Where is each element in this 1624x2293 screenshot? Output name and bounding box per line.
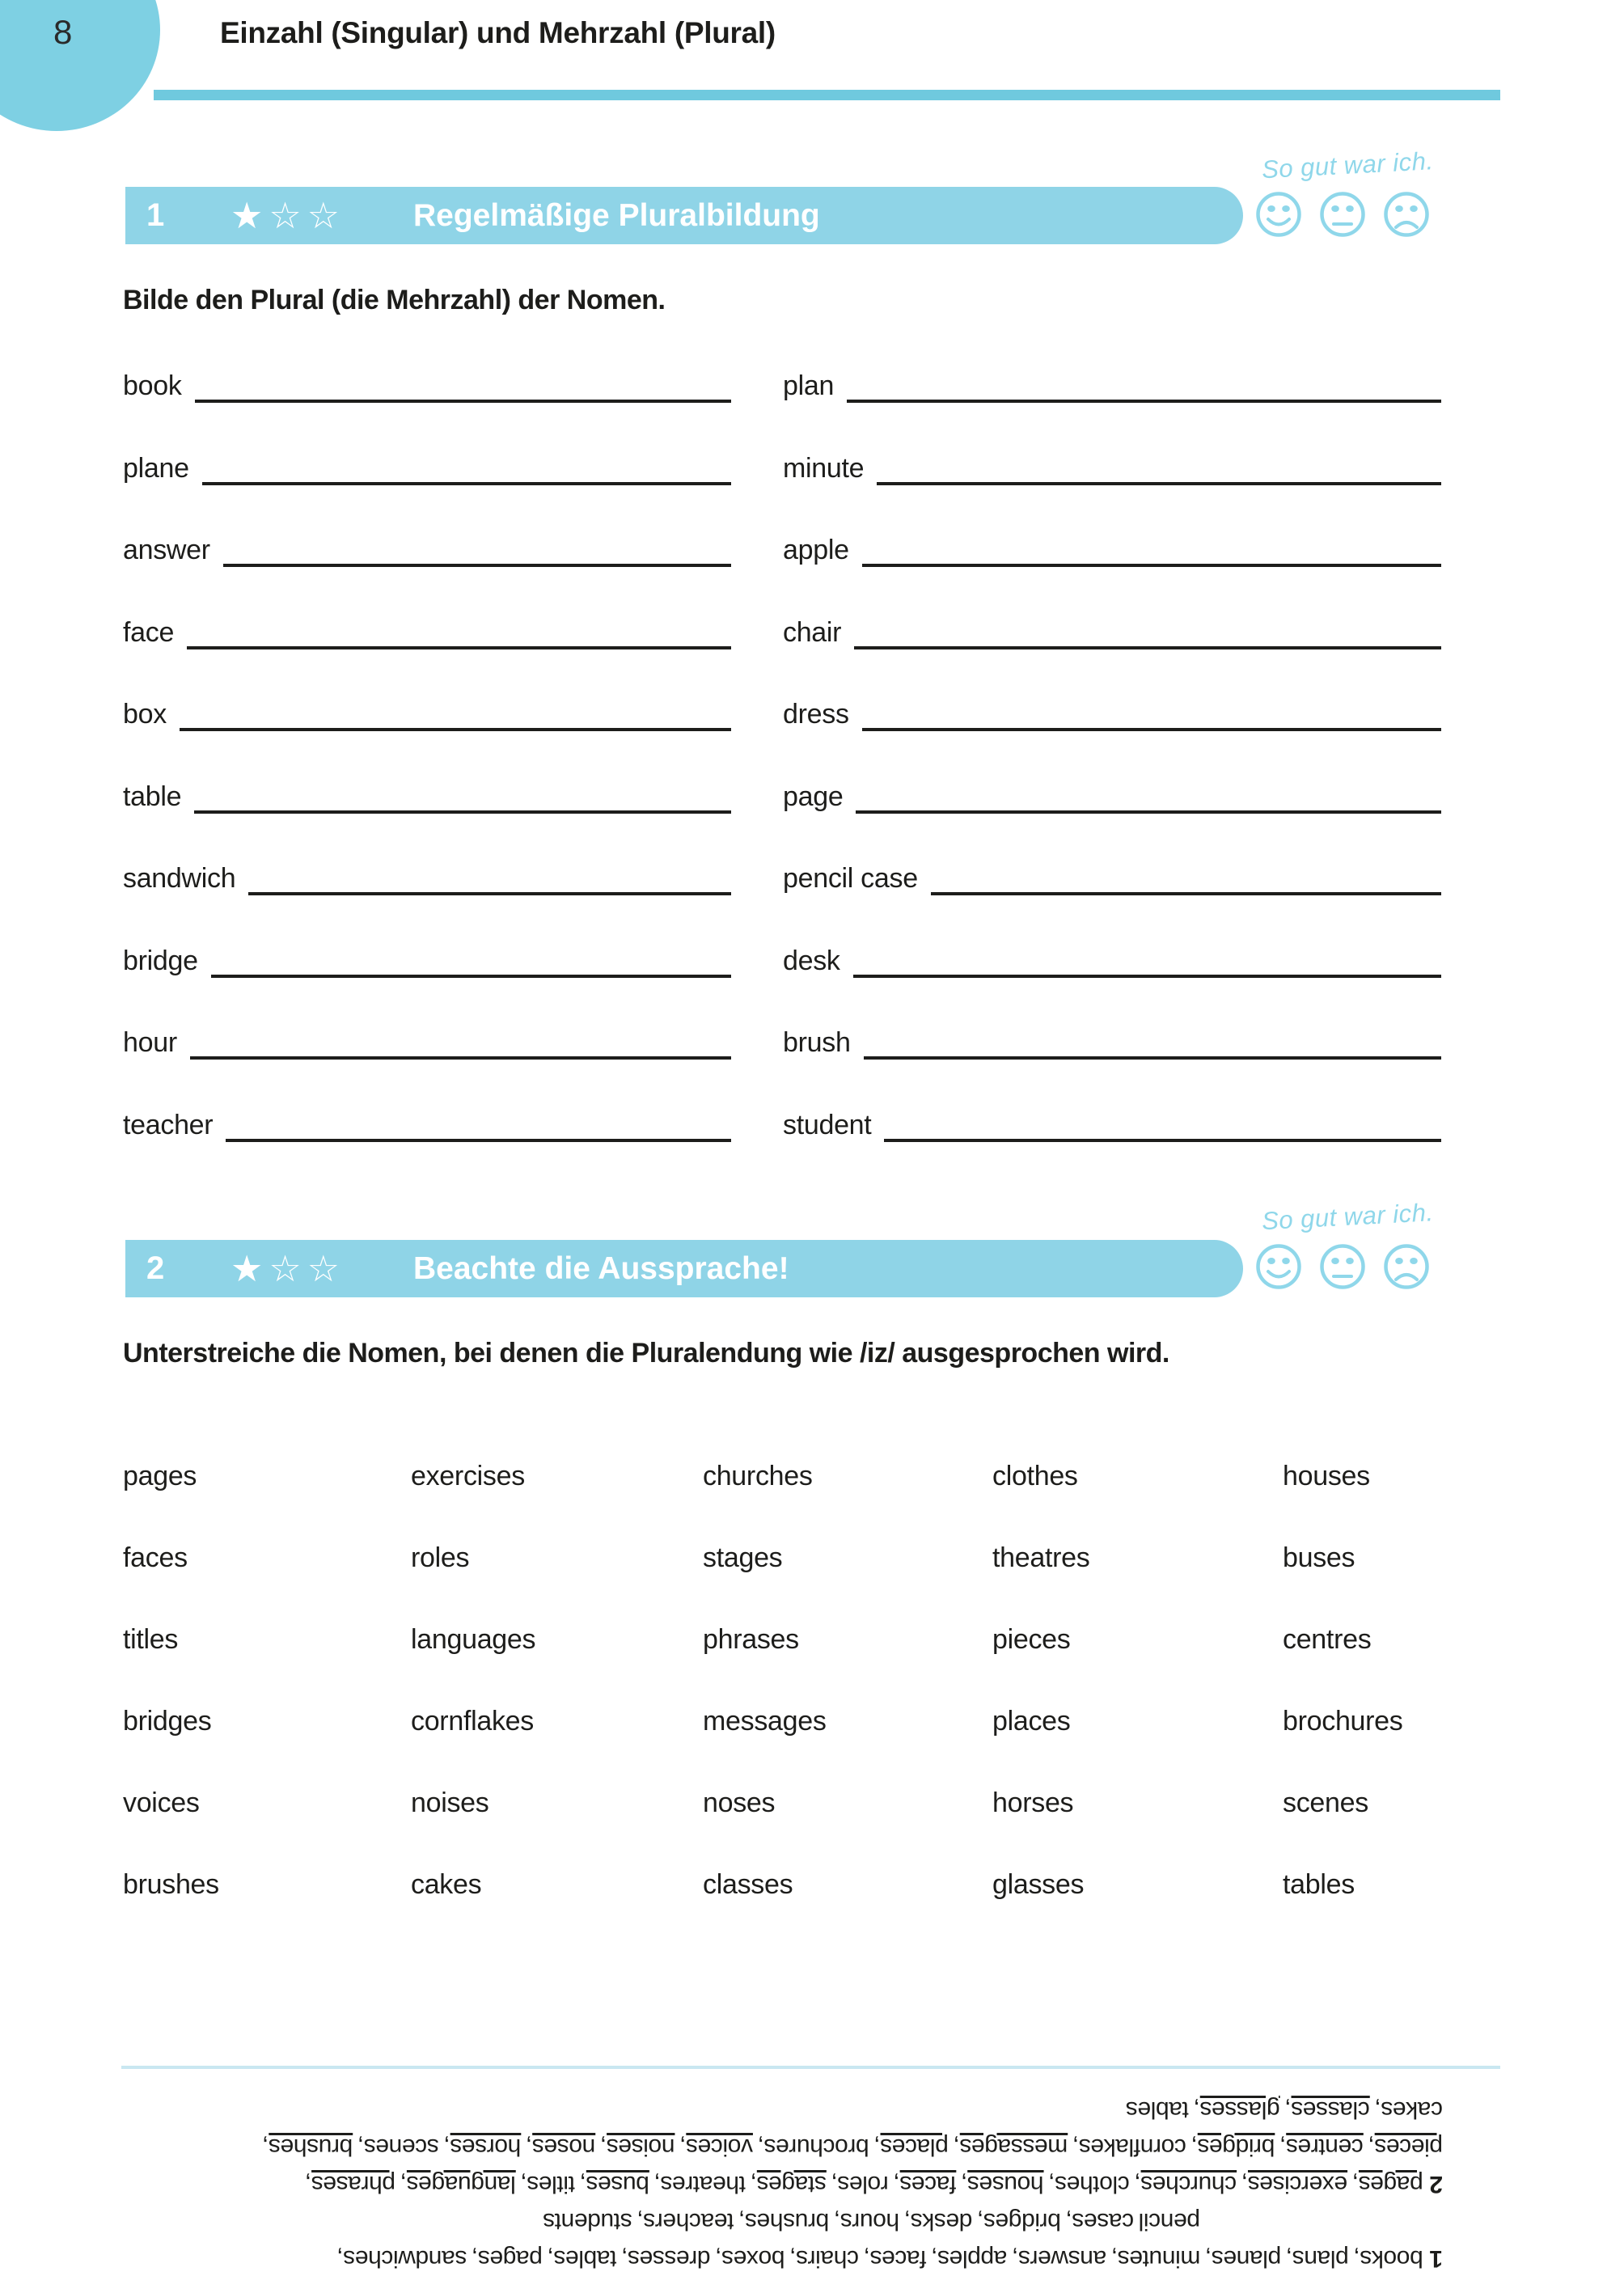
rating-label: So gut war ich. — [1261, 146, 1435, 184]
page-number-circle — [0, 0, 160, 131]
grid-word[interactable]: languages — [411, 1624, 536, 1655]
grid-word[interactable]: noses — [703, 1787, 776, 1818]
answer-word: stages — [756, 2171, 827, 2198]
answer-word: churches — [1140, 2171, 1237, 2198]
answer-text: pencil cases, bridges, desks, hours, brushes, teachers, students — [543, 2208, 1200, 2235]
grid-word[interactable]: messages — [703, 1706, 827, 1737]
answer-word: phrases — [311, 2171, 396, 2198]
answer-word: scenes — [364, 2134, 439, 2160]
answer-line[interactable] — [226, 1108, 731, 1142]
grid-word[interactable]: tables — [1283, 1869, 1355, 1900]
answer-word: houses — [967, 2171, 1044, 2198]
grid-word[interactable]: exercises — [411, 1461, 525, 1491]
fill-item — [783, 451, 1441, 485]
exercise2-banner — [125, 1240, 1243, 1297]
answer-line-1a — [123, 2240, 1443, 2277]
fill-item — [783, 780, 1441, 814]
fill-row — [123, 944, 1441, 978]
answer-word: bridges — [1197, 2134, 1275, 2160]
smiley-happy-icon[interactable] — [1255, 1243, 1302, 1290]
fill-row — [123, 451, 1441, 485]
fill-item — [783, 697, 1441, 731]
answer-word: exercises — [1247, 2171, 1348, 2198]
fill-row — [123, 369, 1441, 403]
fill-row — [123, 780, 1441, 814]
answer-word: brushes — [269, 2134, 353, 2160]
fill-item — [123, 780, 731, 814]
singular-word: dress — [783, 699, 849, 730]
singular-word: minute — [783, 453, 865, 484]
grid-word[interactable]: places — [992, 1706, 1071, 1737]
word-grid — [123, 1462, 1443, 1899]
answer-line-2c — [123, 2091, 1443, 2128]
fill-item — [783, 616, 1441, 649]
rating-smileys — [1255, 191, 1430, 238]
fill-item — [123, 451, 731, 485]
fill-row — [123, 616, 1441, 649]
answer-word: titles — [527, 2171, 575, 2198]
grid-word[interactable]: noises — [411, 1787, 489, 1818]
grid-word[interactable]: houses — [1283, 1461, 1370, 1491]
answer-line[interactable] — [877, 451, 1441, 485]
answer-line-2b — [123, 2128, 1443, 2165]
grid-word[interactable]: pages — [123, 1461, 197, 1491]
fill-item — [123, 616, 731, 649]
grid-word[interactable]: voices — [123, 1787, 200, 1818]
fill-row — [123, 1108, 1441, 1142]
answer-word: noises — [607, 2134, 675, 2160]
answer-line[interactable] — [862, 533, 1441, 567]
page-title: Einzahl (Singular) und Mehrzahl (Plural) — [220, 16, 776, 49]
page-number: 8 — [53, 13, 73, 51]
fill-item — [783, 1108, 1441, 1142]
answer-line[interactable] — [862, 697, 1441, 731]
answer-line[interactable] — [211, 944, 731, 978]
grid-word[interactable]: cornflakes — [411, 1706, 534, 1737]
singular-word: book — [123, 370, 182, 401]
answer-word: cornflakes — [1079, 2134, 1186, 2160]
fill-item — [783, 1026, 1441, 1060]
answer-line[interactable] — [202, 451, 731, 485]
answer-line[interactable] — [853, 944, 1441, 978]
answer-number: 1 — [1429, 2245, 1443, 2272]
fill-row — [123, 1026, 1441, 1060]
smiley-neutral-icon[interactable] — [1319, 1243, 1366, 1290]
grid-word[interactable]: roles — [411, 1542, 470, 1573]
grid-word[interactable]: horses — [992, 1787, 1074, 1818]
singular-word: sandwich — [123, 863, 236, 894]
grid-word[interactable]: buses — [1283, 1542, 1355, 1573]
answer-line[interactable] — [884, 1108, 1441, 1142]
answer-line[interactable] — [931, 861, 1441, 895]
singular-word: apple — [783, 535, 849, 565]
fill-item — [783, 533, 1441, 567]
rating-label: So gut war ich. — [1261, 1198, 1435, 1236]
fill-item — [783, 944, 1441, 978]
answer-tokens: pages, exercises, churches, clothes, houses, faces, roles, stages, theatres, buses, titles, languages, phrases, — [305, 2171, 1423, 2198]
singular-word: chair — [783, 617, 842, 648]
fill-row — [123, 697, 1441, 731]
answer-line[interactable] — [223, 533, 731, 567]
answer-line[interactable] — [187, 616, 731, 649]
difficulty-stars-icon: ★☆☆ — [230, 1247, 346, 1290]
answer-word: voices — [686, 2134, 753, 2160]
answer-line[interactable] — [847, 369, 1441, 403]
answer-line[interactable] — [180, 697, 731, 731]
grid-word[interactable]: centres — [1283, 1624, 1372, 1655]
grid-word[interactable]: classes — [703, 1869, 793, 1900]
smiley-happy-icon[interactable] — [1255, 191, 1302, 238]
fill-row — [123, 533, 1441, 567]
answer-word: centres — [1286, 2134, 1364, 2160]
fill-item — [123, 697, 731, 731]
singular-word: bridge — [123, 946, 198, 976]
grid-word[interactable]: churches — [703, 1461, 813, 1491]
grid-word[interactable]: stages — [703, 1542, 783, 1573]
singular-word: student — [783, 1110, 872, 1140]
header-divider — [154, 90, 1500, 100]
smiley-sad-icon[interactable] — [1383, 1243, 1430, 1290]
smiley-neutral-icon[interactable] — [1319, 191, 1366, 238]
answer-word: cakes — [1381, 2096, 1443, 2123]
grid-word[interactable]: phrases — [703, 1624, 799, 1655]
singular-word: answer — [123, 535, 210, 565]
answer-line[interactable] — [856, 780, 1441, 814]
grid-word[interactable]: clothes — [992, 1461, 1078, 1491]
fill-item — [123, 1026, 731, 1060]
answer-word: messages — [959, 2134, 1068, 2160]
answer-word: pieces — [1374, 2134, 1443, 2160]
singular-word: page — [783, 781, 844, 812]
singular-word: brush — [783, 1027, 851, 1058]
grid-word[interactable]: scenes — [1283, 1787, 1368, 1818]
answer-line[interactable] — [194, 780, 731, 814]
fill-row — [123, 861, 1441, 895]
answer-line[interactable] — [195, 369, 731, 403]
answer-word: buses — [586, 2171, 649, 2198]
grid-word[interactable]: cakes — [411, 1869, 482, 1900]
answer-key — [123, 2091, 1443, 2277]
singular-word: table — [123, 781, 182, 812]
answer-word: tables — [1126, 2096, 1189, 2123]
grid-word[interactable]: titles — [123, 1624, 179, 1655]
answer-line[interactable] — [854, 616, 1441, 649]
fill-item — [123, 369, 731, 403]
answer-word: languages — [406, 2171, 516, 2198]
smiley-sad-icon[interactable] — [1383, 191, 1430, 238]
fill-item — [123, 1108, 731, 1142]
grid-word[interactable]: brushes — [123, 1869, 219, 1900]
singular-word: desk — [783, 946, 840, 976]
grid-word[interactable]: pieces — [992, 1624, 1071, 1655]
exercise1-banner — [125, 187, 1243, 244]
grid-word[interactable]: brochures — [1283, 1706, 1403, 1737]
answer-number: 2 — [1429, 2171, 1443, 2198]
exercise1-title: Regelmäßige Pluralbildung — [413, 197, 820, 233]
answer-line[interactable] — [248, 861, 731, 895]
answer-line[interactable] — [190, 1026, 731, 1060]
singular-word: teacher — [123, 1110, 214, 1140]
answer-word: roles — [837, 2171, 889, 2198]
singular-word: pencil case — [783, 863, 918, 894]
fill-item — [783, 369, 1441, 403]
exercise2-number: 2 — [146, 1250, 164, 1286]
answer-tokens: cakes, classes, glasses, tables — [1126, 2096, 1443, 2123]
exercise2-title: Beachte die Aussprache! — [413, 1250, 789, 1286]
answer-word: pages — [1358, 2171, 1423, 2198]
rating-smileys — [1255, 1243, 1430, 1290]
singular-word: face — [123, 617, 175, 648]
answer-word: classes — [1291, 2096, 1370, 2123]
answer-word: horses — [450, 2134, 522, 2160]
fill-item — [123, 861, 731, 895]
answer-tokens: pieces, centres, bridges, cornflakes, messages, places, brochures, voices, noises, noses, horses, scenes, brushes, — [262, 2134, 1443, 2160]
fill-item — [123, 533, 731, 567]
singular-word: box — [123, 699, 167, 730]
grid-word[interactable]: theatres — [992, 1542, 1090, 1573]
difficulty-stars-icon: ★☆☆ — [230, 194, 346, 237]
fill-item — [783, 861, 1441, 895]
singular-word: hour — [123, 1027, 177, 1058]
answer-word: faces — [899, 2171, 957, 2198]
singular-word: plan — [783, 370, 835, 401]
answer-word: clothes — [1055, 2171, 1130, 2198]
answer-line[interactable] — [864, 1026, 1441, 1060]
exercise1-number: 1 — [146, 197, 164, 233]
answer-word: glasses — [1199, 2096, 1280, 2123]
footer-divider — [121, 2066, 1500, 2069]
answer-line-1b — [123, 2202, 1200, 2240]
answer-word: theatres — [660, 2171, 746, 2198]
answer-word: brochures — [763, 2134, 869, 2160]
fill-item — [123, 944, 731, 978]
grid-word[interactable]: faces — [123, 1542, 188, 1573]
grid-word[interactable]: glasses — [992, 1869, 1085, 1900]
grid-word[interactable]: bridges — [123, 1706, 212, 1737]
answer-word: noses — [532, 2134, 596, 2160]
answer-word: places — [880, 2134, 949, 2160]
singular-word: plane — [123, 453, 189, 484]
exercise1-instruction: Bilde den Plural (die Mehrzahl) der Nomen. — [123, 285, 666, 315]
answer-text: books, plans, planes, minutes, answers, apples, faces, chairs, boxes, dresses, tables, pages, sandwiches, — [336, 2245, 1423, 2272]
exercise2-instruction: Unterstreiche die Nomen, bei denen die Pluralendung wie /iz/ ausgesprochen wird. — [123, 1338, 1169, 1369]
answer-line-2a — [123, 2165, 1443, 2202]
